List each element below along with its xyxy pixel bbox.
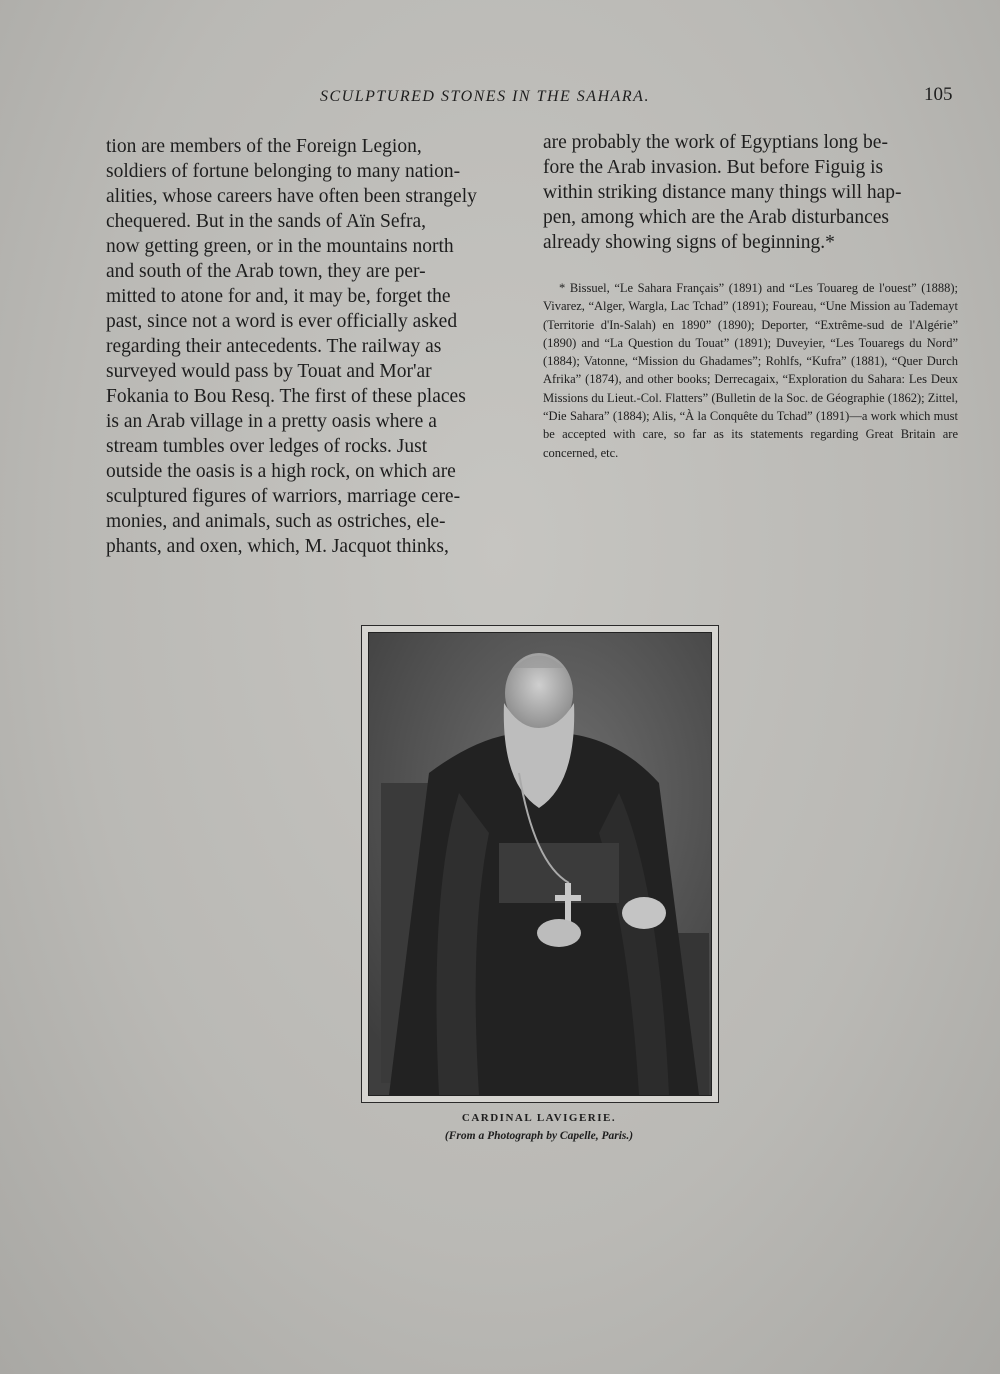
text-line: are probably the work of Egyptians long be-	[543, 132, 888, 153]
text-line: already showing signs of beginning.*	[543, 232, 835, 253]
portrait-image	[368, 632, 712, 1096]
text-line: is an Arab village in a pretty oasis where a	[106, 411, 437, 432]
text-line: fore the Arab invasion. But before Figuig is	[543, 157, 884, 178]
text-line: surveyed would pass by Touat and Mor'ar	[106, 361, 432, 382]
text-line: and south of the Arab town, they are per-	[106, 261, 426, 282]
text-line: sculptured figures of warriors, marriage cere-	[106, 486, 461, 507]
portrait-photograph	[361, 625, 719, 1103]
figure-caption-credit: (From a Photograph by Capelle, Paris.)	[444, 1130, 634, 1142]
footnote: * Bissuel, “Le Sahara Français” (1891) and “Les Touareg de l'ouest” (1888); Vivarez, “Alger, Wargla, Lac Tchad” (1891); Foureau, “Une Mission au Tademayt (Territorie d'In-Salah) en 1890” (1890); Deporter, “Extrême-sud de l'Algérie” (1890) and “La Question du Touat” (1891); Duveyier, “Les Touaregs du Nord” (1884); Vatonne, “Mission du Ghadames”; Rohlfs, “Kufra” (1881), “Quer Durch Afrika” (1874), and other books; Derrecagaix, “Exploration du Sahara: Les Deux Missions du Lieut.-Col. Flatters” (Bulletin de la Soc. de Géographie (1862); Zittel, “Die Sahara” (1884); Alis, “À la Conquête du Tchad” (1891)—a work which must be accepted with care, so far as its statements regarding Great Britain are concerned, etc.	[543, 281, 958, 460]
text-line: alities, whose careers have often been strangely	[106, 186, 477, 207]
text-line: Fokania to Bou Resq. The first of these places	[106, 386, 466, 407]
text-line: phants, and oxen, which, M. Jacquot thinks,	[106, 536, 449, 557]
text-line: regarding their antecedents. The railway as	[106, 336, 442, 357]
left-column-text	[106, 134, 521, 559]
text-line: within striking distance many things will hap-	[543, 182, 902, 203]
text-line: chequered. But in the sands of Aïn Sefra,	[106, 211, 427, 232]
text-line: stream tumbles over ledges of rocks. Just	[106, 436, 428, 457]
figure-caption-title: CARDINAL LAVIGERIE.	[461, 1112, 617, 1124]
page-number: 105	[924, 84, 953, 105]
portrait-illustration	[369, 633, 711, 1095]
running-head: SCULPTURED STONES IN THE SAHARA.	[320, 88, 650, 105]
text-line: mitted to atone for and, it may be, forget the	[106, 286, 451, 307]
text-line: tion are members of the Foreign Legion,	[106, 136, 422, 157]
text-line: monies, and animals, such as ostriches, ele-	[106, 511, 446, 532]
text-line: past, since not a word is ever officially asked	[106, 311, 458, 332]
right-column-text	[543, 130, 958, 255]
text-line: pen, among which are the Arab disturbances	[543, 207, 890, 228]
text-line: soldiers of fortune belonging to many nation-	[106, 161, 461, 182]
text-line: now getting green, or in the mountains north	[106, 236, 454, 257]
text-line: outside the oasis is a high rock, on which are	[106, 461, 456, 482]
